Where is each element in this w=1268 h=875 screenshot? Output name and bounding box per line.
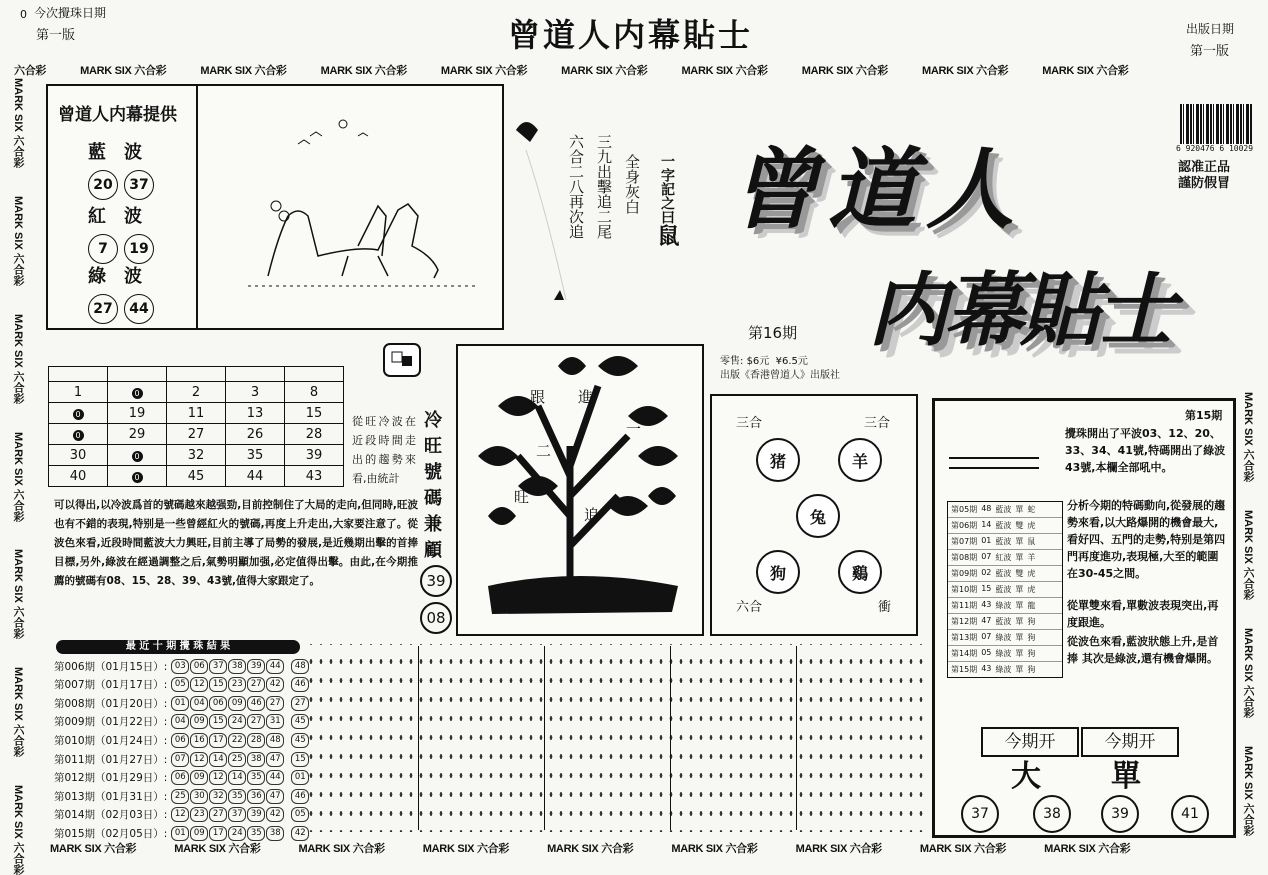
history-number: 38 [247, 752, 265, 767]
history-row-label: 第014期（02月03日）: [54, 809, 168, 822]
mini-row: 第13期 07 綠波 單 狗 [948, 630, 1062, 646]
history-special-number: 45 [291, 714, 309, 729]
history-number: 09 [190, 826, 208, 841]
tree-label-3: 一 [626, 420, 642, 438]
history-special-number: 45 [291, 733, 309, 748]
history-number: 35 [247, 826, 265, 841]
masthead-line2: 内幕貼士 [868, 263, 1172, 357]
mini-row: 第05期 48 藍波 單 蛇 [948, 502, 1062, 518]
history-number: 06 [171, 770, 189, 785]
supplier-title: 曾道人内幕提供 [58, 105, 177, 125]
zodiac-dog: 狗 [756, 550, 800, 594]
history-row [54, 786, 309, 806]
tree-label-2: 進 [578, 388, 594, 406]
this-issue-label-1: 今期开 [981, 727, 1079, 757]
history-row [54, 823, 309, 843]
history-number: 01 [171, 696, 189, 711]
history-number: 37 [209, 659, 227, 674]
history-number: 35 [228, 789, 246, 804]
supplier-box [46, 84, 504, 330]
mini-row: 第14期 05 綠波 單 狗 [948, 646, 1062, 662]
history-number: 48 [266, 733, 284, 748]
corner-zero: 0 [20, 8, 27, 21]
history-number: 12 [190, 752, 208, 767]
sketch-illustration [228, 106, 488, 306]
history-number: 30 [190, 789, 208, 804]
mini-row: 第07期 01 藍波 單 鼠 [948, 534, 1062, 550]
analysis-p3: 從單雙來看,單數波表現突出,再度跟進。 [1067, 599, 1219, 629]
history-number: 24 [228, 826, 246, 841]
history-number: 23 [228, 677, 246, 692]
history-number: 12 [209, 770, 227, 785]
history-row-label: 第011期（01月27日）: [54, 753, 168, 766]
history-row [54, 712, 309, 732]
price-line: 零售: $6元 ¥6.5元 [720, 356, 808, 367]
history-number: 44 [266, 659, 284, 674]
history-row [54, 749, 309, 769]
analysis-p1: 攪珠開出了平波03、12、20、33、34、41號,特碼開出了綠波43號,本欄全部吼中。 [1065, 427, 1226, 474]
marksix-strip-top: 六合彩 MARK SIX 六合彩 MARK SIX 六合彩 MARK SIX 六合彩 MARK SIX 六合彩 MARK SIX 六合彩 MARK SIX 六合彩 MARK SIX 六合彩 MARK SIX 六合彩 MARK SIX 六合彩 [14, 62, 1129, 78]
mini-row: 第08期 07 紅波 單 羊 [948, 550, 1062, 566]
draw-date-label: 今次攪珠日期 [34, 6, 107, 20]
riddle-decoration [506, 110, 566, 320]
history-number: 09 [190, 770, 208, 785]
wave-blue: 藍 波 20 37 [88, 138, 160, 200]
riddle-col1: 一字記之曰鼠 [654, 154, 680, 246]
page-title: 曾道人内幕貼士 [508, 16, 754, 54]
history-number: 12 [171, 807, 189, 822]
history-row-label: 第008期（01月20日）: [54, 697, 168, 710]
analysis-p4: 從波色來看,藍波狀態上升,是首捧 其次是綠波,還有機會爆開。 [1067, 635, 1219, 665]
history-number: 27 [209, 807, 227, 822]
history-special-number: 42 [291, 826, 309, 841]
riddle-col4: 六合二八再次追 [567, 134, 585, 239]
this-issue-num-1: 37 [961, 795, 999, 833]
history-row-label: 第006期（01月15日）: [54, 660, 168, 673]
this-issue-num-2: 38 [1033, 795, 1071, 833]
this-issue-value-2: 單 [1111, 759, 1141, 794]
history-special-number: 46 [291, 677, 309, 692]
history-row [54, 675, 309, 695]
history-number: 44 [266, 770, 284, 785]
history-number: 39 [247, 659, 265, 674]
history-number: 36 [247, 789, 265, 804]
history-special-number: 15 [291, 752, 309, 767]
article-text: 可以得出,以冷波爲首的號碼越來越强勁,目前控制住了大局的走向,但同時,旺波也有不錯的表現,特别是一些曾經紅火的號碼,再度上升走出,大家要注意了。從波色來看,近段時間藍波大力興旺,目前主導了局勢的發展,是近幾期出擊的首捧目標,另外,綠波在經過調整之后,氣勢明顯加强,必定值得出擊。由此,在今期推薦的號碼有08、15、28、39、43號,值得大家跟定了。 [54, 499, 418, 587]
history-number: 09 [190, 714, 208, 729]
history-row [54, 730, 309, 750]
history-row [54, 693, 309, 713]
history-number: 22 [228, 733, 246, 748]
cold-vertical-title: 冷旺號碼兼顧 [421, 410, 442, 566]
history-row-label: 第012期（01月29日）: [54, 772, 168, 785]
riddle-col2: 全身灰白 [623, 154, 641, 214]
tree-label-6: 追 [584, 506, 600, 524]
history-number: 38 [266, 826, 284, 841]
history-number: 47 [266, 789, 284, 804]
history-number: 12 [190, 677, 208, 692]
zodiac-label-bl: 六合 [736, 600, 763, 615]
masthead-line1: 曾道人 [730, 137, 1025, 241]
history-number: 37 [228, 807, 246, 822]
strip-brand: 六合彩 [14, 65, 47, 77]
history-number: 04 [171, 714, 189, 729]
history-number: 17 [209, 733, 227, 748]
history-row [54, 768, 309, 788]
authentic-line2: 謹防假冒 [1178, 176, 1231, 191]
history-number: 25 [228, 752, 246, 767]
history-row-label: 第010期（01月24日）: [54, 734, 168, 747]
this-issue-value-1: 大 [1011, 759, 1041, 794]
mini-row: 第06期 14 藍波 雙 虎 [948, 518, 1062, 534]
tree-label-4: 二 [536, 442, 552, 460]
history-number: 01 [171, 826, 189, 841]
history-dividers [418, 646, 798, 830]
history-number: 14 [209, 752, 227, 767]
analysis-mini-table [947, 501, 1063, 678]
history-number: 23 [190, 807, 208, 822]
history-number: 15 [209, 714, 227, 729]
history-number: 06 [171, 733, 189, 748]
history-number: 05 [171, 677, 189, 692]
cold-table-wrap [48, 366, 344, 487]
zodiac-label-tl: 三合 [736, 416, 763, 431]
history-number: 31 [266, 714, 284, 729]
history-row-label: 第007期（01月17日）: [54, 679, 168, 692]
history-number: 09 [228, 696, 246, 711]
history-number: 39 [247, 807, 265, 822]
wave-green: 綠 波 27 44 [88, 262, 160, 324]
history-number: 42 [266, 677, 284, 692]
issue-number: 第16期 [748, 324, 798, 342]
publisher-line: 出版《香港曾道人》出版社 [720, 370, 840, 381]
history-special-number: 27 [291, 696, 309, 711]
barcode [1180, 104, 1252, 144]
history-number: 42 [266, 807, 284, 822]
history-row [54, 805, 309, 825]
history-number: 27 [247, 714, 265, 729]
zodiac-label-tr: 三合 [864, 416, 891, 431]
edition-label-right: 第一版 [1190, 44, 1230, 59]
marksix-strip-bottom: MARK SIX 六合彩 MARK SIX 六合彩 MARK SIX 六合彩 MARK SIX 六合彩 MARK SIX 六合彩 MARK SIX 六合彩 MARK SIX 六合彩 MARK SIX 六合彩 MARK SIX 六合彩 [50, 843, 1131, 855]
analysis-banner [949, 457, 1039, 469]
authentic-line1: 認准正品 [1178, 160, 1231, 175]
mini-row: 第09期 02 藍波 雙 虎 [948, 566, 1062, 582]
history-number: 16 [190, 733, 208, 748]
zodiac-pig: 猪 [756, 438, 800, 482]
analysis-box [932, 398, 1236, 838]
mini-row: 第10期 15 藍波 單 虎 [948, 582, 1062, 598]
mini-row: 第11期 43 綠波 單 龍 [948, 598, 1062, 614]
edition-label-left: 第一版 [36, 28, 76, 43]
history-number: 25 [171, 789, 189, 804]
zodiac-rabbit: 兔 [796, 494, 840, 538]
zodiac-rooster: 鷄 [838, 550, 882, 594]
history-number: 35 [247, 770, 265, 785]
dice-icon [382, 342, 422, 378]
wave-red: 紅 波 7 19 [88, 202, 160, 264]
zodiac-sheep: 羊 [838, 438, 882, 482]
history-number: 14 [228, 770, 246, 785]
history-number: 27 [247, 677, 265, 692]
cold-pick-2: 08 [420, 602, 452, 634]
history-number: 24 [228, 714, 246, 729]
this-issue-label-2: 今期开 [1081, 727, 1179, 757]
marksix-strip-left: MARK SIX 六合彩 MARK SIX 六合彩 MARK SIX 六合彩 MARK SIX 六合彩 MARK SIX 六合彩 MARK SIX 六合彩 MARK SIX 六合彩 [12, 78, 24, 875]
history-special-number: 48 [291, 659, 309, 674]
history-special-number: 05 [291, 807, 309, 822]
this-issue-num-3: 39 [1101, 795, 1139, 833]
analysis-p2: 分析今期的特碼動向,從發展的趨勢來看,以大路爆開的機會最大,看好四、五門的走勢,特别是第四門再度進功,表現極,大至的範圍在30-45之間。 [1067, 499, 1226, 580]
riddle-col3: 三九出擊追二尾 [595, 134, 613, 239]
tree-label-1: 跟 [530, 388, 546, 406]
history-number: 06 [209, 696, 227, 711]
history-number: 27 [266, 696, 284, 711]
publish-date-label: 出版日期 [1186, 22, 1235, 36]
history-number: 47 [266, 752, 284, 767]
barcode-digits: 6 920476 6 10029 [1176, 144, 1254, 153]
history-number: 06 [190, 659, 208, 674]
zodiac-label-br: 衝 [878, 600, 892, 615]
history-number: 04 [190, 696, 208, 711]
history-title: 最 近 十 期 攪 珠 結 果 [56, 640, 300, 654]
history-row-label: 第013期（01月31日）: [54, 790, 168, 803]
history-number: 38 [228, 659, 246, 674]
history-row-label: 第015期（02月05日）: [54, 827, 168, 840]
cold-table: 1 0 2 3 8 0 19 11 13 15 0 29 27 26 28 30 0 32 35 39 40 0 45 44 43 [48, 366, 344, 487]
history-number: 28 [247, 733, 265, 748]
cold-pick-1: 39 [420, 565, 452, 597]
zodiac-box [710, 394, 918, 636]
history-number: 15 [209, 677, 227, 692]
history-special-number: 46 [291, 789, 309, 804]
history-number: 07 [171, 752, 189, 767]
history-number: 32 [209, 789, 227, 804]
history-special-number: 01 [291, 770, 309, 785]
analysis-issue: 第15期 [1185, 409, 1223, 422]
mini-row: 第12期 47 藍波 單 狗 [948, 614, 1062, 630]
history-number: 46 [247, 696, 265, 711]
tree-label-7: 八 [624, 498, 640, 516]
cold-side-text: 從旺冷波在近段時間走出的趨勢來看,由統計 [352, 415, 416, 485]
this-issue-num-4: 41 [1171, 795, 1209, 833]
history-row-label: 第009期（01月22日）: [54, 716, 168, 729]
marksix-strip-right: MARK SIX 六合彩 MARK SIX 六合彩 MARK SIX 六合彩 MARK SIX 六合彩 [1242, 392, 1254, 836]
history-number: 03 [171, 659, 189, 674]
tree-label-5: 旺 [514, 488, 530, 506]
history-number: 17 [209, 826, 227, 841]
tree-box [456, 344, 704, 636]
mini-row: 第15期 43 綠波 單 狗 [951, 664, 1036, 674]
history-row [54, 656, 309, 676]
